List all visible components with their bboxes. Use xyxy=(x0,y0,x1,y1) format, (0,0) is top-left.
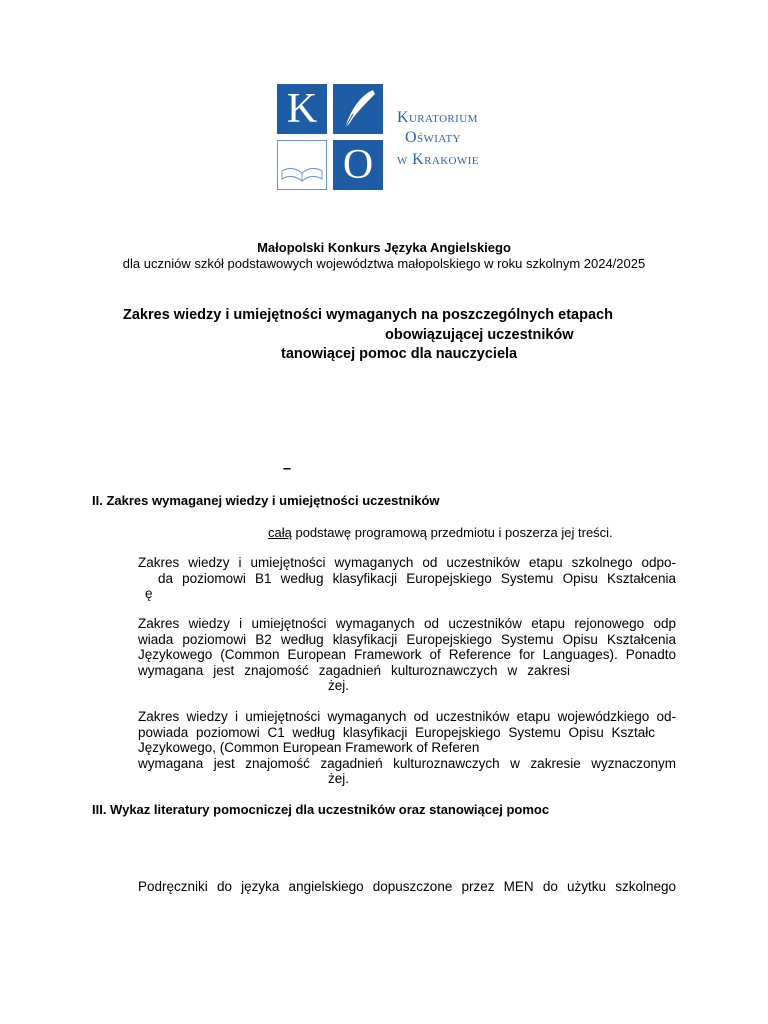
org-name-line2: Oświaty xyxy=(405,129,461,146)
dash-mark: – xyxy=(283,461,292,477)
para2-line1: Zakres wiedzy i umiejętności wymaganych od uczestników etapu rejonowego odp xyxy=(138,616,676,631)
section2-intro-underlined: całą xyxy=(268,525,292,540)
para3-line4: wymagana jest znajomość zagadnień kulturoznawczych w zakresie wyznaczonym xyxy=(138,755,676,771)
section2-intro xyxy=(268,525,613,541)
section2-intro-rest: podstawę programową przedmiotu i poszerza jej treści. xyxy=(291,525,613,540)
heading-line3: tanowiącej pomoc dla nauczyciela xyxy=(281,346,518,362)
section2-para2 xyxy=(138,616,676,694)
logo-tile-o xyxy=(333,140,383,190)
logo-letter-o: O xyxy=(342,142,374,188)
para3-line3: Językowego, (Common European Framework of Referen xyxy=(138,740,480,755)
section3-title: III. Wykaz literatury pomocniczej dla uczestników oraz stanowiącej pomoc xyxy=(92,802,550,817)
feather-icon xyxy=(333,84,383,134)
logo-letter-k: K xyxy=(286,86,318,132)
para1-line3: ę xyxy=(145,586,153,601)
para2-line2: wiada poziomowi B2 według klasyfikacji Europejskiego Systemu Opisu Kształcenia xyxy=(138,631,676,647)
section2-para3 xyxy=(138,709,676,787)
section2-title: II. Zakres wymaganej wiedzy i umiejętności uczestników xyxy=(92,493,440,508)
para1-line2: da poziomowi B1 według klasyfikacji Europejskiego Systemu Opisu Kształcenia xyxy=(158,570,676,586)
section3-para1 xyxy=(138,879,676,895)
para3-line2: powiada poziomowi C1 według klasyfikacji Europejskiego Systemu Opisu Kształc xyxy=(138,724,655,740)
para2-line4: wymagana jest znajomość zagadnień kulturoznawczych w zakresi xyxy=(138,662,570,678)
org-name-line3: w Krakowie xyxy=(397,151,479,168)
heading-line1: Zakres wiedzy i umiejętności wymaganych na poszczególnych etapach xyxy=(123,307,613,323)
para3-line1: Zakres wiedzy i umiejętności wymaganych od uczestników etapu wojewódzkiego od- xyxy=(138,709,676,724)
section2-para1 xyxy=(138,555,676,602)
section3-para1-line1: Podręczniki do języka angielskiego dopuszczone przez MEN do użytku szkolnego xyxy=(138,879,676,894)
logo-tile-k xyxy=(277,84,327,134)
kuratorium-logo xyxy=(277,84,492,192)
competition-title: Małopolski Konkurs Języka Angielskiego xyxy=(257,240,511,255)
competition-subtitle: dla uczniów szkół podstawowych województwa małopolskiego w roku szkolnym 2024/2025 xyxy=(122,256,646,271)
org-name-line1: Kuratorium xyxy=(397,109,478,126)
heading-line2: obowiązującej uczestników xyxy=(385,327,574,343)
para2-line3: Językowego (Common European Framework of Reference for Languages). Ponadto xyxy=(138,647,676,662)
para2-line5: żej. xyxy=(328,678,350,693)
para3-line5: żej. xyxy=(328,771,350,786)
para1-line1: Zakres wiedzy i umiejętności wymaganych od uczestników etapu szkolnego odpo- xyxy=(138,555,676,570)
open-book-icon xyxy=(277,140,327,190)
